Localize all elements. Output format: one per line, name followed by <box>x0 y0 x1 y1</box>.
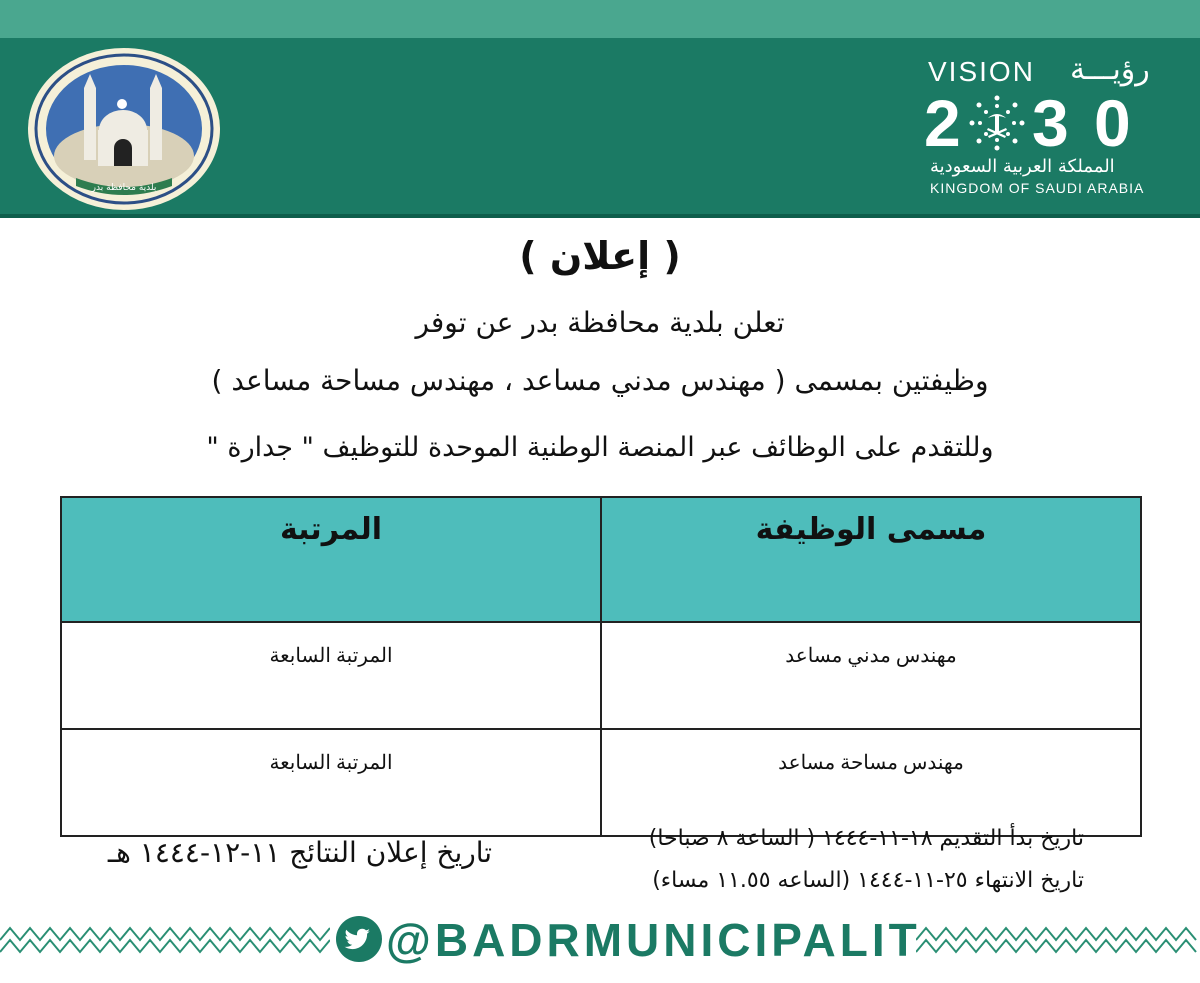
municipality-seal-logo <box>26 46 222 212</box>
footer <box>0 906 1200 970</box>
social-handle <box>336 912 921 968</box>
handle-text: @BADRMUNICIPALIT <box>386 914 921 966</box>
vision-2030-logo <box>920 52 1170 202</box>
header-top-strip <box>0 0 1200 38</box>
column-header-grade: المرتبة <box>61 497 601 622</box>
vision-word: VISION <box>928 56 1035 87</box>
vision-word-arabic: رؤيـــة <box>1070 52 1150 87</box>
announcement-line-2: وظيفتين بمسمى ( مهندس مدني مساعد ، مهندس مساحة مساعد ) <box>211 364 989 397</box>
vision-year <box>920 88 1170 158</box>
cell-job-title: مهندس مساحة مساعد <box>601 729 1141 836</box>
kingdom-name-arabic: المملكة العربية السعودية <box>930 156 1115 177</box>
header-divider <box>0 214 1200 218</box>
palm-swords-emblem-icon <box>966 92 1028 154</box>
announcement-line-3: وللتقدم على الوظائف عبر المنصة الوطنية الموحدة للتوظيف " جدارة " <box>206 432 994 463</box>
cell-job-title: مهندس مدني مساعد <box>601 622 1141 729</box>
announcement-title: ( إعلان ) <box>519 234 681 278</box>
kingdom-name-english: KINGDOM OF SAUDI ARABIA <box>930 180 1145 196</box>
decorative-pattern-right <box>916 922 1200 958</box>
cell-grade: المرتبة السابعة <box>61 622 601 729</box>
results-date: تاريخ إعلان النتائج ١١-١٢-١٤٤٤ هـ <box>107 836 493 869</box>
vision-year-digit: 0 <box>1094 86 1131 160</box>
vision-year-digit: 3 <box>1032 86 1069 160</box>
cell-grade: المرتبة السابعة <box>61 729 601 836</box>
seal-caption: بلدية محافظة بدر <box>91 183 157 193</box>
twitter-icon <box>336 916 382 962</box>
announcement-line-1: تعلن بلدية محافظة بدر عن توفر <box>415 306 785 339</box>
decorative-pattern-left <box>0 922 330 958</box>
jobs-table <box>60 496 1140 837</box>
vision-year-digit: 2 <box>924 86 961 160</box>
end-date: تاريخ الانتهاء ٢٥-١١-١٤٤٤ (الساعه ١١.٥٥ مساء) <box>652 868 1084 893</box>
application-dates <box>560 818 1084 902</box>
start-date: تاريخ بدأ التقديم ١٨-١١-١٤٤٤ ( الساعة ٨ صباحا) <box>648 826 1084 851</box>
table-row <box>61 622 1141 729</box>
table-header-row <box>61 497 1141 622</box>
column-header-job-title: مسمى الوظيفة <box>601 497 1141 622</box>
